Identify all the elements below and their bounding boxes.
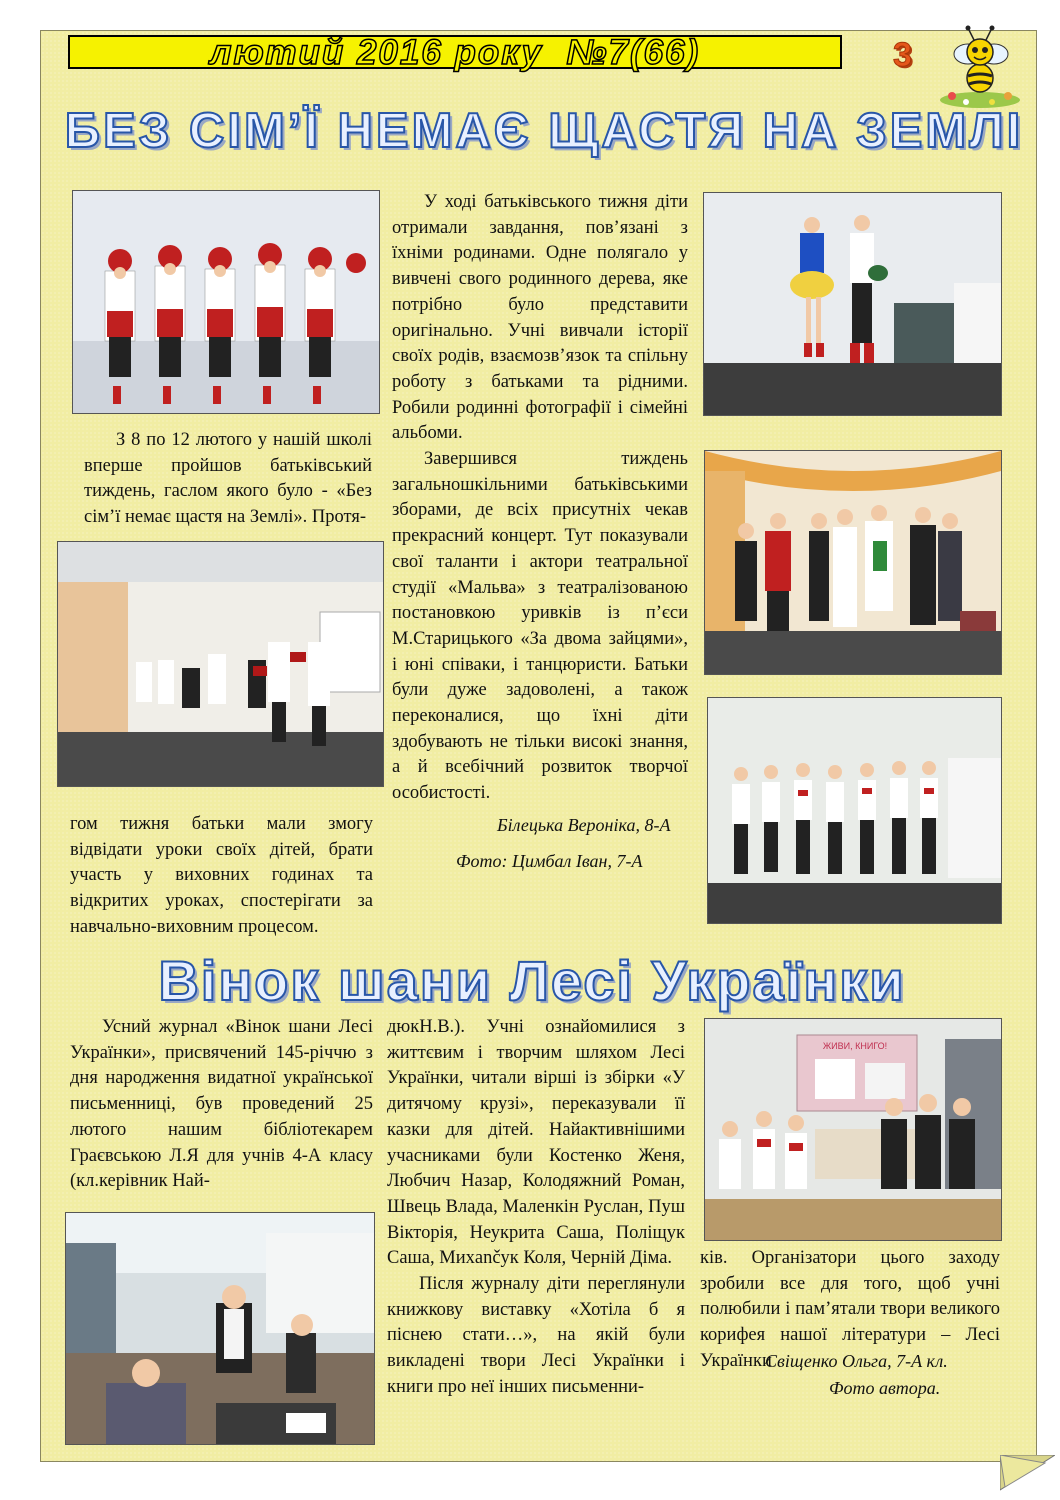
photo-book-exhibition: [704, 1018, 1002, 1241]
article-title-lesya-wreath: Вінок шани Лесі Українки: [158, 949, 906, 1012]
article1-photo-credit: Фото: Цимбал Іван, 7-А: [456, 851, 643, 871]
poster-text: ЖИВИ, КНИГО!: [822, 1041, 888, 1051]
bee-on-flowers-icon: [930, 22, 1030, 110]
page-curl-decoration: [1000, 1455, 1055, 1495]
article1-column2: У ході батьківського тижня діти отримали завдання, пов’язані з їхніми родинами. Одне полягало у вивчені свого родинного дерева, яке потрібно було представити оригінально. Учні вивчали історії своїх родів, взаємозв’язок та спільну роботу з батьками та рідними. Робили родинні фотографії і сімейні альбоми. Завершився тиждень загальношкільними батьківськими зборами, де всіх присутніх чекав прекрасний концерт. Тут показували свої таланти і актори театральної студії «Мальва» з театралізованою постановкою уривків із п’єси М.Старицького «За двома зайцями», і юні співаки, і танцюристи. Батьки були дуже задоволені, а також переконалися, що їхні діти здобувають не тільки високі знання, а й всебічний розвиток творчої особистості.: [392, 192, 688, 804]
article2-column1: Усний журнал «Вінок шани Лесі Українки», присвячений 145-річчю з дня народження видатної української письменниці, був проведений 25 лютого нашим бібліотекарем Граєвською Л.Я для учнів 4-А класу (кл.керівник Най-: [70, 1017, 373, 1192]
photo-library-students: [65, 1212, 375, 1445]
article1-column1-paragraph2: гом тижня батьки мали змогу відвідати уроки своїх дітей, брати участь у виховних годинах та відкритих уроках, спостерігати за навчально-виховним процесом.: [70, 814, 373, 937]
page-number: 3: [893, 36, 912, 74]
photo-students-reading-on-stage: [57, 541, 384, 787]
article1-column1-paragraph1: З 8 по 12 лютого у нашій школі вперше пройшов батьківський тиждень, гаслом якого було - «Без сім’ї немає щастя на Землі». Протя-: [84, 430, 372, 528]
article2-author: Свіщенко Ольга, 7-А кл.: [765, 1351, 948, 1371]
photo-couple-dance: [703, 192, 1002, 416]
article1-author: Білецька Вероніка, 8-А: [497, 815, 671, 835]
article2-photo-credit: Фото автора.: [829, 1378, 941, 1398]
article-title-family: БЕЗ СІМ’Ї НЕМАЄ ЩАСТЯ НА ЗЕМЛІ: [64, 104, 1024, 158]
article2-column2: дюкН.В.). Учні ознайомилися з життєвим і творчим шляхом Лесі Українки, читали вірші із збірки «У дитячому крузі», переказували її казки для дітей. Найактивнішими учасниками були Костенко Женя, Любчич Назар, Колодяжний Роман, Швець Влада, Маленкін Руслан, Пуш Вікторія, Неукрита Саша, Поліщук Саша, Михančук Коля, Черній Діма. Після журналу діти переглянули книжкову виставку «Хотіла б я піснею стати…», на якій були викладені твори Лесі Українки і книги про неї інших письменни-: [387, 1017, 685, 1397]
issue-header-bar: [68, 33, 842, 72]
article2-column3: ків. Організатори цього заходу зробили все для того, щоб учні полюбили і пам’ятали твори великого корифея нашої літератури – Лесі Українки: [700, 1248, 1000, 1371]
photo-choir-singers: [707, 697, 1002, 924]
photo-theatre-studio-malva: [704, 450, 1002, 675]
photo-dancers-red-wreaths: [72, 190, 380, 414]
issue-header-text: лютий 2016 року №7(66): [209, 33, 701, 72]
